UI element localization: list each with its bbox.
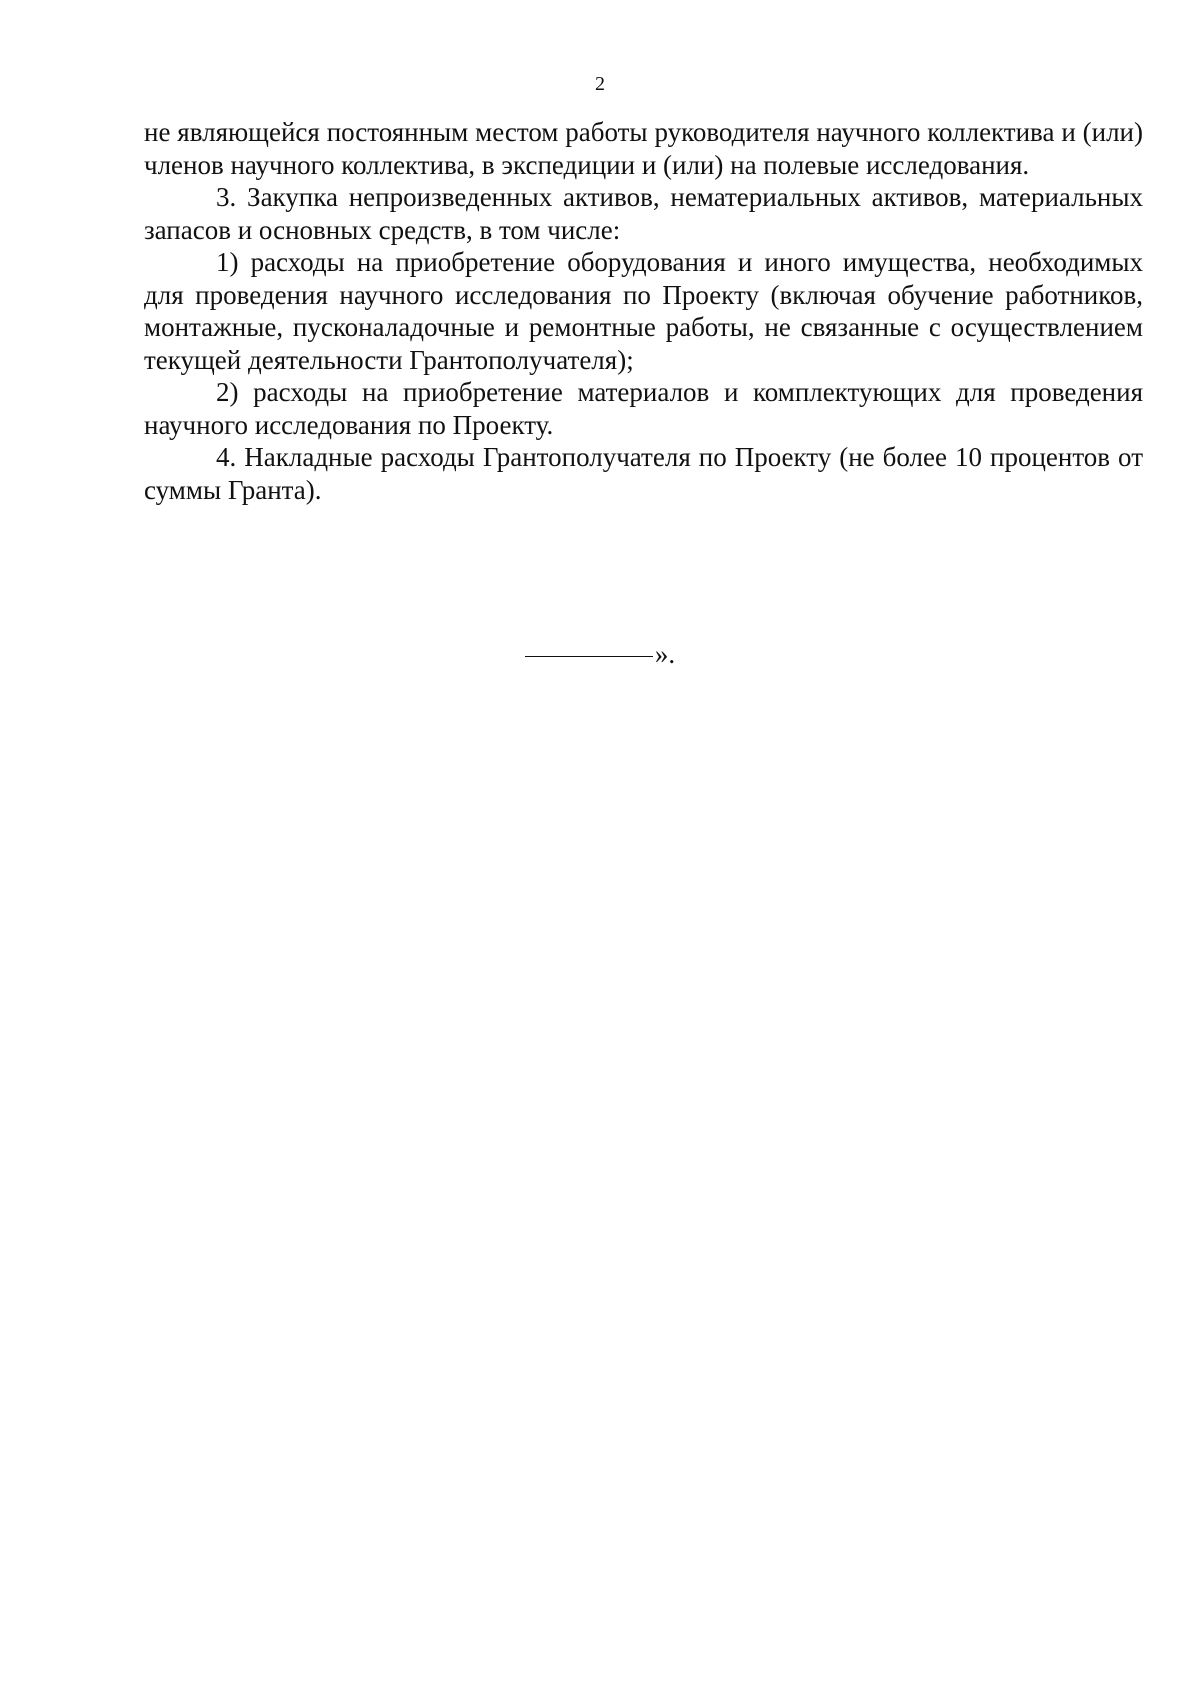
closing-mark (0, 636, 1200, 670)
paragraph-item-3: 3. Закупка непроизведенных активов, нематериальных активов, материальных запасов и основных средств, в том числе: (144, 182, 1143, 245)
paragraph-item-3-2: 2) расходы на приобретение материалов и комплектующих для проведения научного исследования по Проекту. (144, 377, 1143, 440)
document-body (144, 116, 1143, 506)
page-number: 2 (595, 73, 605, 95)
paragraph-continuation: не являющейся постоянным местом работы руководителя научного коллектива и (или) членов научного коллектива, в экспедиции и (или) на полевые исследования. (144, 117, 1143, 180)
closing-underline (525, 630, 653, 657)
paragraph-item-4: 4. Накладные расходы Грантополучателя по Проекту (не более 10 процентов от суммы Гранта). (144, 442, 1143, 505)
paragraph-item-3-1: 1) расходы на приобретение оборудования и иного имущества, необходимых для проведения научного исследования по Проекту (включая обучение работников, монтажные, пусконаладочные и ремонтные работы, не связанные с осуществлением текущей деятельности Грантополучателя); (144, 247, 1143, 375)
closing-quote: ». (654, 639, 676, 669)
